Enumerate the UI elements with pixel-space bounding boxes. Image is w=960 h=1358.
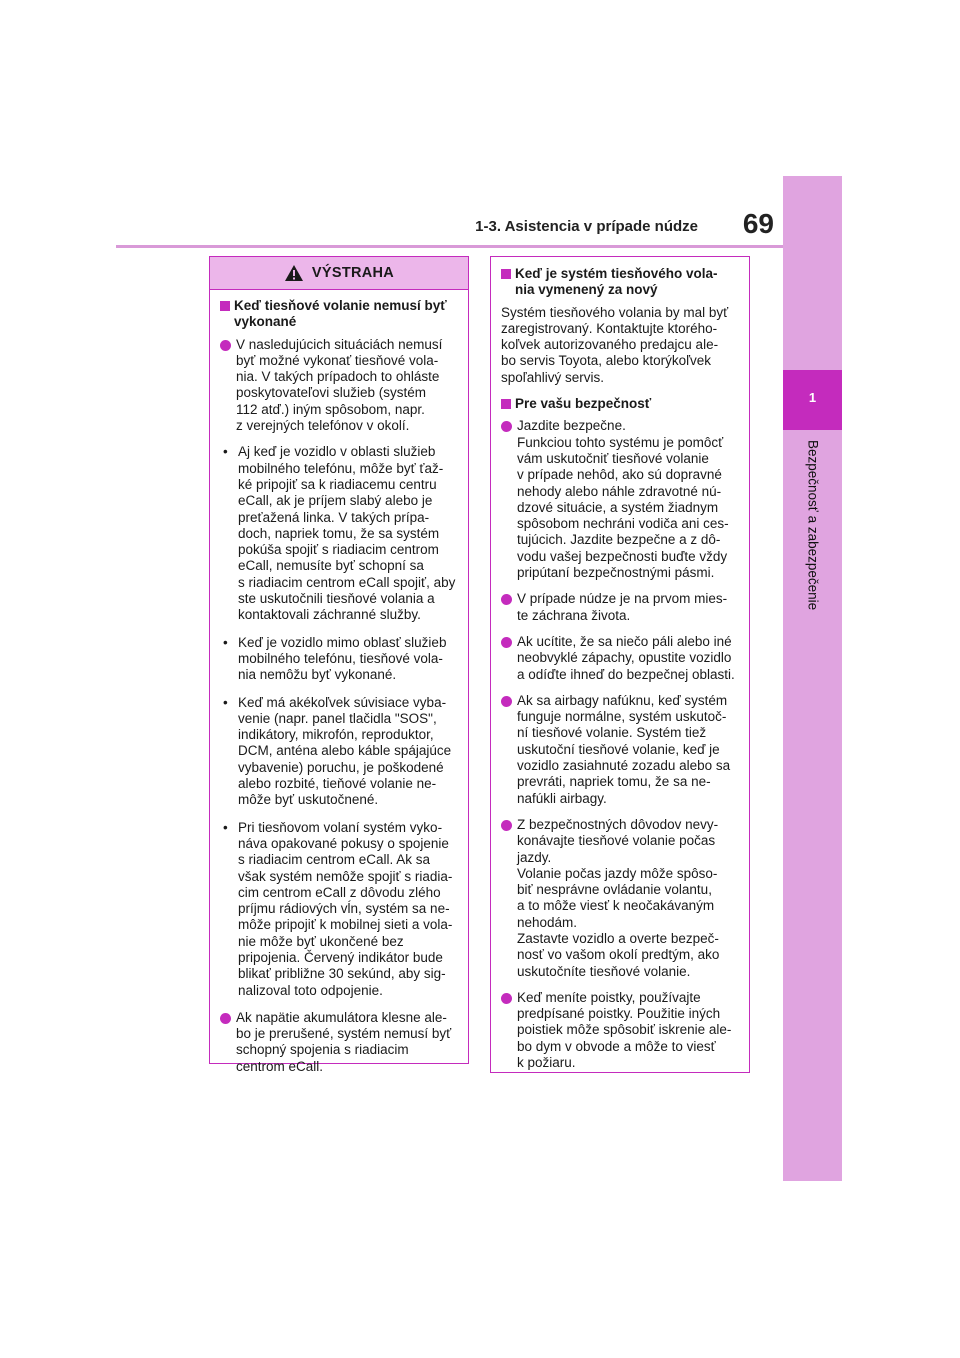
bullet-item: V prípade núdze je na prvom mies- te záchrana života. xyxy=(501,591,739,624)
warning-header xyxy=(210,257,468,290)
bullet-item: Ak ucítite, že sa niečo páli alebo iné neobvyklé zápachy, opustite vozidlo a odíďte ihneď do bezpečnej oblasti. xyxy=(501,634,739,683)
section-title: 1-3. Asistencia v prípade núdze xyxy=(475,218,698,235)
bullet-item: Keď meníte poistky, používajte predpísané poistky. Použitie iných poistiek môže spôsobiť iskrenie ale- bo dym v obvode a môže to viesť k požiaru. xyxy=(501,990,739,1071)
warning-label: VÝSTRAHA xyxy=(311,264,395,281)
chapter-label: Bezpečnosť a zabezpečenie xyxy=(805,440,820,611)
sub-item: • Keď má akékoľvek súvisiace vyba- venie (napr. panel tlačidla "SOS", indikátory, mikrofón, reproduktor, DCM, anténa alebo káble spájajúce vybavenie) poruchu, je poškodené alebo rozbité, tieňové volanie ne- môže byť uskutočnené. xyxy=(220,695,458,809)
section-heading: Pre vašu bezpečnosť xyxy=(501,396,739,412)
bullet-item: V nasledujúcich situáciách nemusí byť možné vykonať tiesňové vola- nia. V takých prípadoch to ohláste poskytovateľovi služieb (systém 112 atď.) iným spôsobom, napr. z verejných telefónov v okolí. xyxy=(220,337,458,435)
page-number: 69 xyxy=(742,208,774,239)
sub-item: • Aj keď je vozidlo v oblasti služieb mobilného telefónu, môže byť ťaž- ké pripojiť sa k riadiacemu centru eCall, ak je príjem slabý alebo je preťažená linka. V takých prípa- doch, napriek tomu, že sa systém pokúša spojiť s riadiacim centrom eCall, nemusíte byť schopní sa s riadiacim centrom eCall spojiť, aby ste uskutočnili tiesňové volania a kontaktovali záchranné služby. xyxy=(220,444,458,623)
paragraph: Systém tiesňového volania by mal byť zaregistrovaný. Kontaktujte ktorého- koľvek autorizovaného predajcu ale- bo servis Toyota, alebo ktorýkoľvek spoľahlivý servis. xyxy=(501,304,729,385)
info-box xyxy=(490,256,750,1073)
warning-box xyxy=(209,256,469,1074)
warning-triangle-icon xyxy=(284,264,304,282)
sub-item: • Keď je vozidlo mimo oblasť služieb mobilného telefónu, tiesňové vola- nia nemôžu byť vykonané. xyxy=(220,635,458,684)
bullet-item: Ak sa airbagy nafúknu, keď systém funguje normálne, systém uskutoč- ní tiesňové volanie. Systém tiež uskutoční tiesňové volanie, keď je vozidlo zasiahnuté zozadu alebo sa prevráti, napriek tomu, že sa ne- nafúkli airbagy. xyxy=(501,693,739,807)
bullet-item: Z bezpečnostných dôvodov nevy- konávajte tiesňové volanie počas jazdy. Volanie počas jazdy môže spôso- biť nesprávne ovládanie volantu, a to môže viesť k neočakávaným nehodám. Zastavte vozidlo a overte bezpeč- nosť vo vašom okolí predtým, ako uskutočníte tiesňové volanie. xyxy=(501,817,739,980)
header-rule xyxy=(116,245,783,248)
bullet-item: Ak napätie akumulátora klesne ale- bo je prerušené, systém nemusí byť schopný spojenia s riadiacim centrom eCall. xyxy=(220,1010,458,1075)
chapter-side-tab xyxy=(783,176,842,1181)
warning-heading: Keď tiesňové volanie nemusí byť vykonané xyxy=(220,298,458,331)
chapter-label-wrap xyxy=(783,440,842,660)
chapter-number: 1 xyxy=(808,390,817,405)
bullet-item: Jazdite bezpečne. Funkciou tohto systému je pomôcť vám uskutočniť tiesňové volanie v prípade nehôd, ako sú dopravné nehody alebo náhle zdravotné nú- dzové situácie, a systém žiadnym spôsobom nechráni vodiča ani ces- tujúcich. Jazdite bezpečne a z dô- vodu vašej bezpečnosti buďte vždy pripútaní bezpečnostnými pásmi. xyxy=(501,418,739,581)
sub-item: • Pri tiesňovom volaní systém vyko- náva opakované pokusy o spojenie s riadiacim centrom eCall. Ak sa však systém nemôže spojiť s riadia- cim centrom eCall z dôvodu zlého príjmu rádiových vĺn, systém sa ne- môže pripojiť k mobilnej sieti a vola- nie môže byť ukončené bez pripojenia. Červený indikátor bude blikať približne 30 sekúnd, aby sig- nalizoval toto odpojenie. xyxy=(220,820,458,999)
section-heading: Keď je systém tiesňového vola- nia vymenený za nový xyxy=(501,266,739,299)
